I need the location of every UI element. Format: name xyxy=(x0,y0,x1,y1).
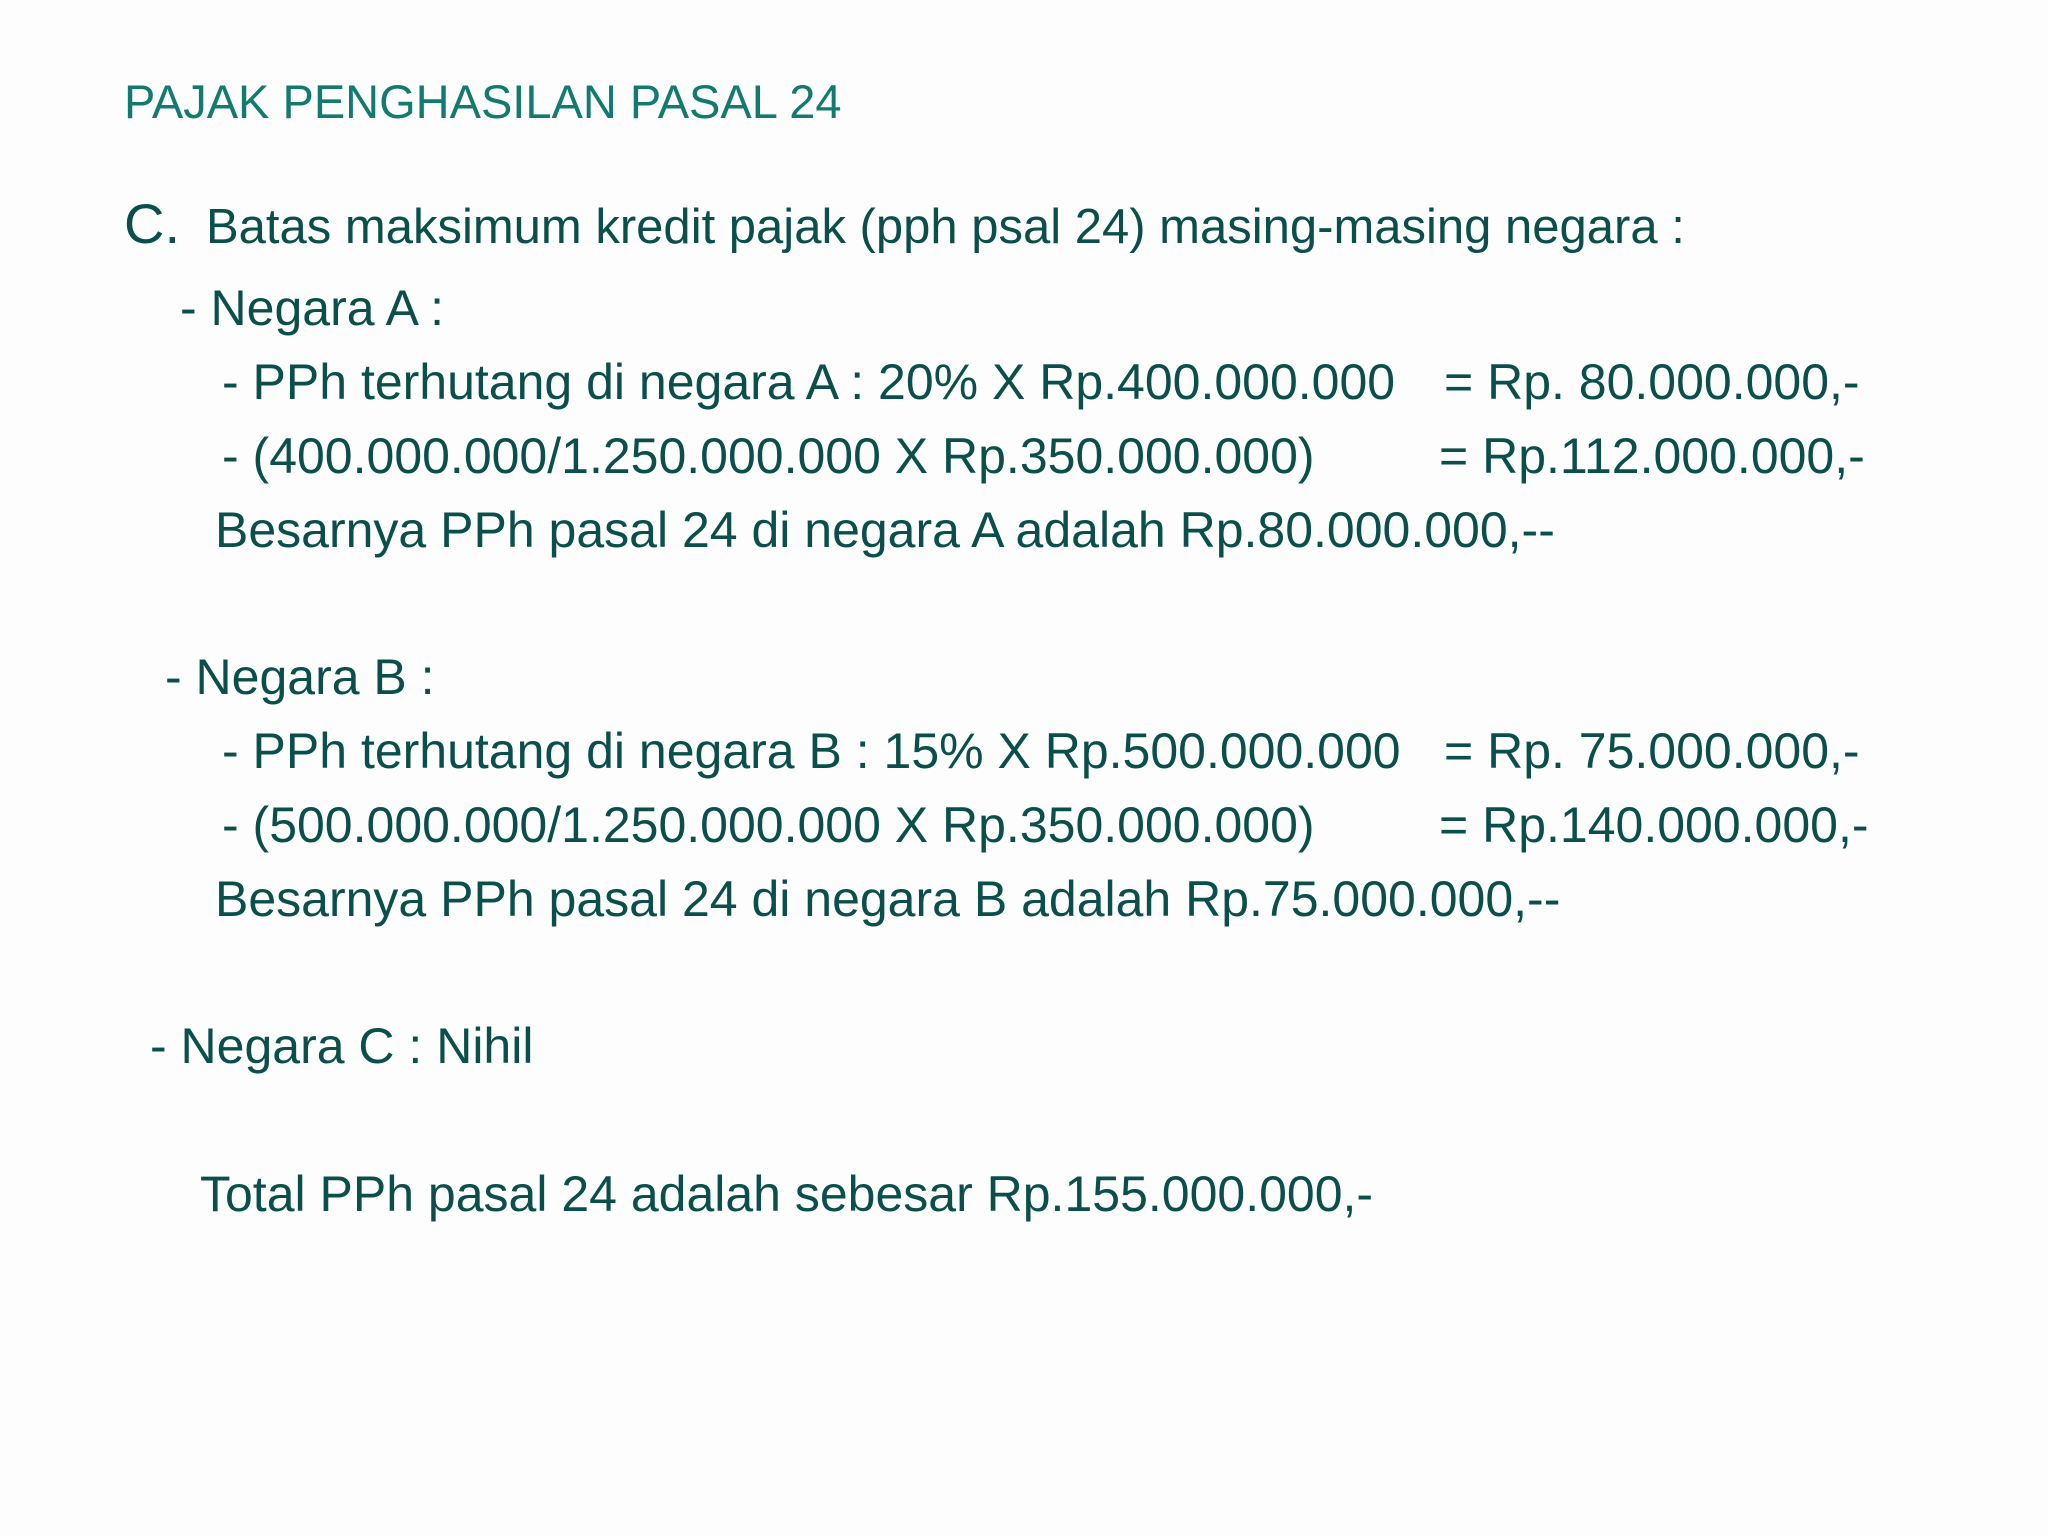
section-letter: C. xyxy=(124,192,180,255)
negara-b-tax-due: - PPh terhutang di negara B : 15% X Rp.500.000.000 xyxy=(222,723,1401,779)
section-heading-text: Batas maksimum kredit pajak (pph psal 24) masing-masing negara : xyxy=(206,200,1685,254)
total-pph-24: Total PPh pasal 24 adalah sebesar Rp.155.000.000,- xyxy=(200,1166,1374,1222)
negara-b-calc-row-2 xyxy=(222,797,1922,856)
negara-a-tax-due-result: = Rp. 80.000.000,- xyxy=(1444,354,1860,410)
negara-b-label: - Negara B : xyxy=(165,649,435,705)
negara-c-label: - Negara C : Nihil xyxy=(150,1018,534,1074)
negara-b-tax-due-result: = Rp. 75.000.000,- xyxy=(1444,723,1860,779)
slide-title: PAJAK PENGHASILAN PASAL 24 xyxy=(124,75,842,128)
negara-a-calc-row-1 xyxy=(222,354,1922,413)
negara-a-credit-limit: - (400.000.000/1.250.000.000 X Rp.350.000.000) xyxy=(222,428,1315,484)
negara-b-calc-row-1 xyxy=(222,723,1922,782)
negara-a-calc-row-2 xyxy=(222,428,1922,487)
negara-a-summary: Besarnya PPh pasal 24 di negara A adalah Rp.80.000.000,-- xyxy=(215,502,1555,558)
negara-a-credit-limit-result: = Rp.112.000.000,- xyxy=(1439,428,1865,484)
negara-b-credit-limit: - (500.000.000/1.250.000.000 X Rp.350.000.000) xyxy=(222,797,1315,853)
negara-a-label: - Negara A : xyxy=(180,280,445,336)
section-heading xyxy=(124,192,1685,255)
negara-b-summary: Besarnya PPh pasal 24 di negara B adalah Rp.75.000.000,-- xyxy=(215,871,1561,927)
negara-b-credit-limit-result: = Rp.140.000.000,- xyxy=(1439,797,1869,853)
negara-a-tax-due: - PPh terhutang di negara A : 20% X Rp.400.000.000 xyxy=(222,354,1396,410)
